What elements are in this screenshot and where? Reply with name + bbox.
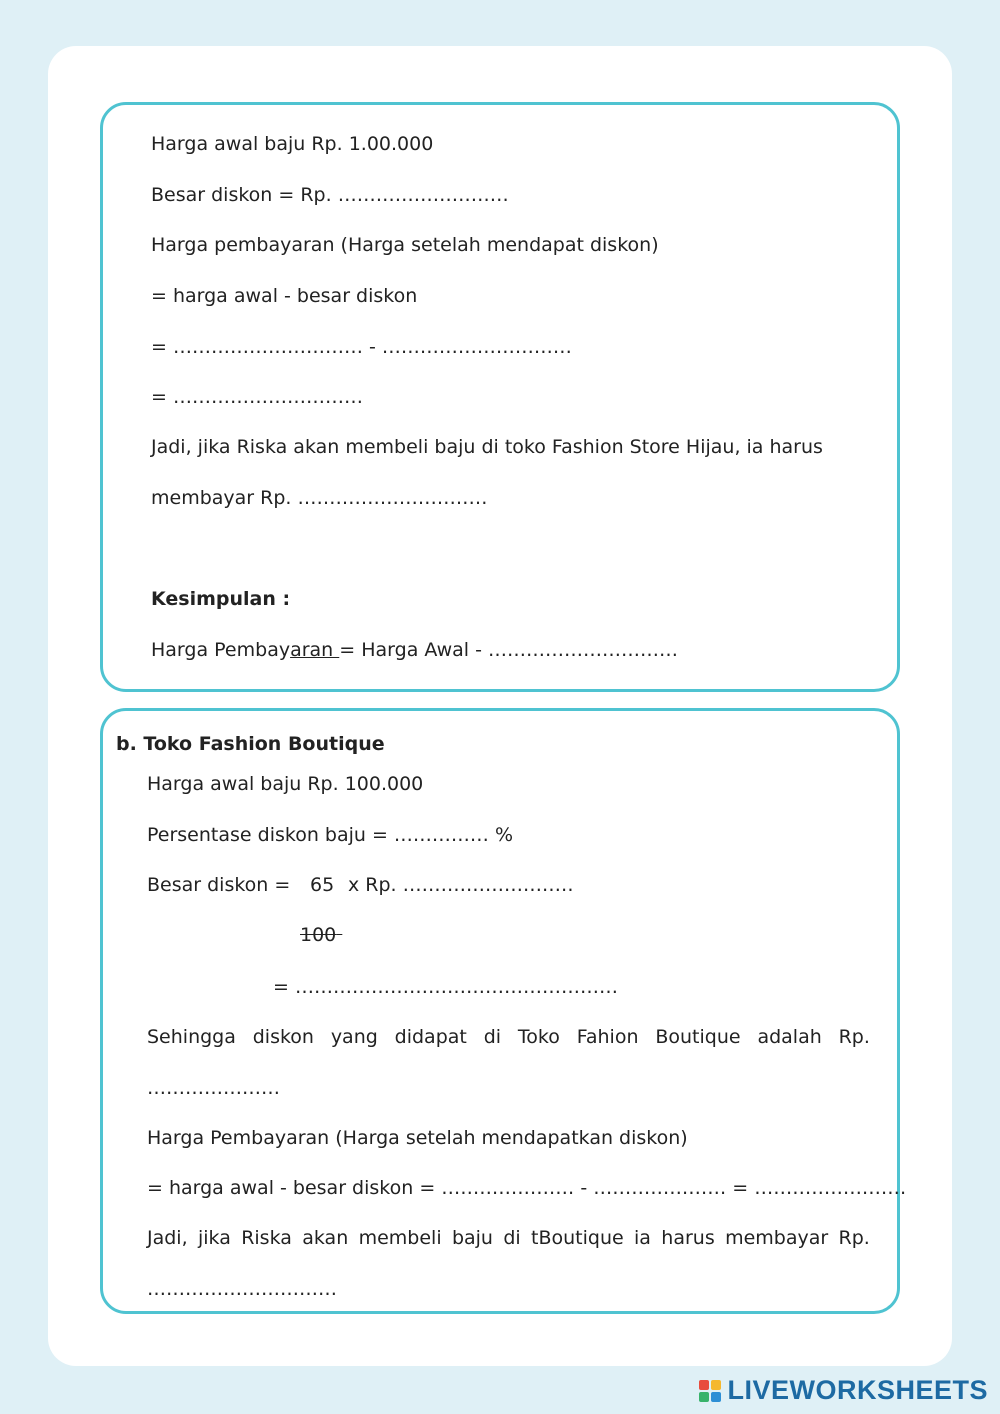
section-b-line-7: Harga Pembayaran (Harga setelah mendapatkan diskon) [147, 1127, 688, 1149]
section-b-line-5-word-5: di [483, 1026, 502, 1048]
section-b-line-10: ………………………… [147, 1278, 337, 1300]
section-b-line-9-word-5: membeli [358, 1227, 442, 1249]
section-a-line-6: = ………………………… [151, 386, 363, 408]
section-b-line-9-word-9: ia [634, 1227, 651, 1249]
logo-text: LIVEWORKSHEETS [727, 1375, 988, 1405]
logo-icon [699, 1380, 721, 1402]
liveworksheets-logo [699, 1375, 988, 1406]
section-a-line-8: membayar Rp. ………………………… [151, 487, 488, 509]
section-b-line-3-suffix: x Rp. ……………………… [348, 874, 574, 896]
section-b-line-9-word-10: harus [661, 1227, 715, 1249]
section-a-line-3: Harga pembayaran (Harga setelah mendapat diskon) [151, 234, 659, 256]
section-b-line-9-word-12: Rp. [838, 1227, 870, 1249]
section-a-line-5: = ………………………… - ………………………… [151, 336, 572, 358]
section-b-line-5-word-3: yang [330, 1026, 378, 1048]
logo-square-2 [711, 1380, 721, 1390]
logo-square-3 [699, 1392, 709, 1402]
section-b-line-9 [147, 1226, 870, 1250]
section-b-line-9-word-11: membayar [725, 1227, 829, 1249]
section-b-line-3-prefix: Besar diskon = [147, 874, 291, 896]
fraction-numerator: 65 [310, 874, 335, 896]
section-b-line-5-word-7: Fahion [576, 1026, 639, 1048]
section-b-line-5-word-6: Toko [517, 1026, 560, 1048]
section-b-line-9-word-4: akan [302, 1227, 349, 1249]
section-a-line-4: = harga awal - besar diskon [151, 285, 418, 307]
conclusion-label: Kesimpulan : [151, 588, 291, 610]
section-b-line-9-word-3: Riska [241, 1227, 292, 1249]
section-b-line-2: Persentase diskon baju = …………… % [147, 824, 514, 846]
section-b-line-4: = …………………………………………… [273, 976, 618, 998]
section-b-line-5-word-10: Rp. [838, 1026, 870, 1048]
logo-square-1 [699, 1380, 709, 1390]
section-b-line-6: ………………… [147, 1077, 280, 1099]
conclusion-part-2: aran [290, 639, 340, 661]
section-b-line-9-word-1: Jadi, [147, 1227, 188, 1249]
section-a-line-7: Jadi, jika Riska akan membeli baju di toko Fashion Store Hijau, ia harus [151, 436, 823, 458]
section-b-line-5-word-2: diskon [252, 1026, 314, 1048]
section-b-line-5-word-8: Boutique [655, 1026, 741, 1048]
section-b-line-5-word-4: didapat [394, 1026, 467, 1048]
section-b-line-9-word-2: jika [197, 1227, 231, 1249]
section-b-line-5 [147, 1025, 870, 1049]
section-b-title: b. Toko Fashion Boutique [116, 733, 385, 755]
section-b-line-9-word-7: di [503, 1227, 521, 1249]
section-b-line-9-word-6: baju [451, 1227, 493, 1249]
section-a-line-1: Harga awal baju Rp. 1.00.000 [151, 133, 434, 155]
conclusion-part-1: Harga Pembay [151, 639, 291, 661]
section-b-line-5-word-1: Sehingga [147, 1026, 236, 1048]
conclusion-line [151, 638, 678, 662]
conclusion-part-3: = Harga Awal - ………………………… [339, 639, 678, 661]
section-b-line-8: = harga awal - besar diskon = ………………… - ………………… = …………………… [147, 1177, 907, 1199]
fraction-denominator: 100 [300, 924, 337, 946]
section-b-line-9-word-8: tBoutique [531, 1227, 624, 1249]
section-a-line-2: Besar diskon = Rp. ……………………… [151, 184, 509, 206]
section-b-box [100, 708, 900, 1314]
section-b-line-5-word-9: adalah [757, 1026, 822, 1048]
section-b-line-1: Harga awal baju Rp. 100.000 [147, 773, 424, 795]
logo-square-4 [711, 1392, 721, 1402]
